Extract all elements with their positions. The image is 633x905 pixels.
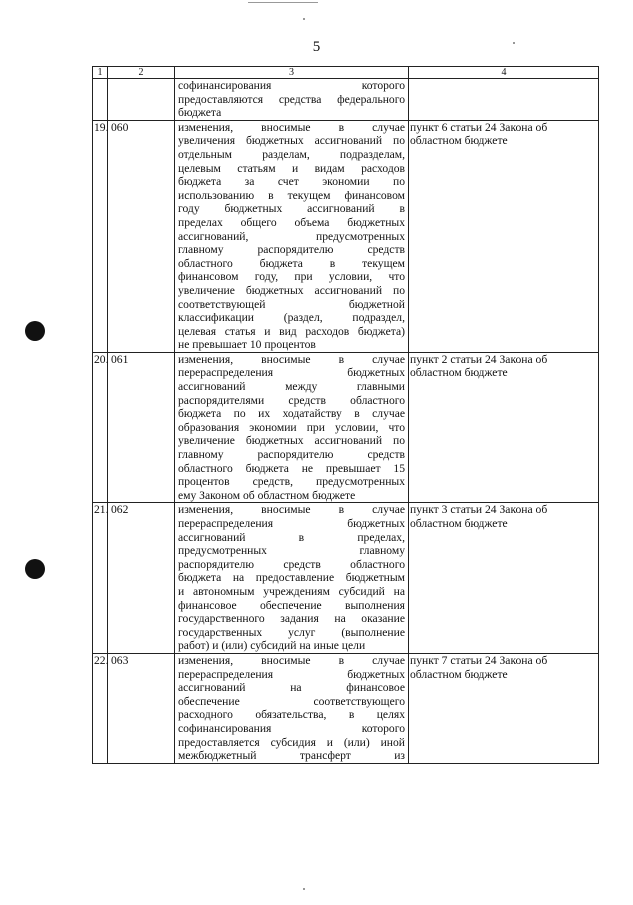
reference-line: пункт 3 статьи 24 Закона об bbox=[410, 503, 548, 517]
description-line: предусмотренных главному bbox=[178, 544, 405, 558]
reference-line: областном бюджете bbox=[410, 134, 508, 148]
description-line: перераспределения бюджетных bbox=[178, 517, 405, 530]
description-line: увеличение бюджетных ассигнований по bbox=[178, 434, 405, 448]
row-code: 063 bbox=[108, 653, 175, 763]
description-line: расходного обязательства, в целях bbox=[178, 708, 405, 722]
description-line: обеспечение соответствующего bbox=[178, 694, 405, 708]
scan-speck bbox=[303, 888, 305, 890]
row-code: 060 bbox=[108, 120, 175, 352]
table-row bbox=[93, 352, 599, 503]
table-row bbox=[93, 653, 599, 763]
table-row bbox=[93, 503, 599, 654]
row-number: 20. bbox=[93, 352, 108, 503]
description-line: распорядителю средств областного bbox=[178, 557, 405, 571]
table-body bbox=[93, 79, 599, 764]
description-line: государственного задания на оказание bbox=[178, 612, 405, 626]
description-line: увеличение бюджетных ассигнований по bbox=[178, 283, 405, 297]
row-description bbox=[175, 120, 409, 352]
description-line: ассигнований в пределах, bbox=[178, 530, 405, 544]
column-number-2: 2 bbox=[108, 67, 175, 79]
description-line: пределах общего объема бюджетных bbox=[178, 215, 405, 229]
reference-line: пункт 7 статьи 24 Закона об bbox=[410, 653, 548, 667]
description-line: областного бюджета не превышает 15 bbox=[178, 461, 405, 475]
column-number-4: 4 bbox=[409, 67, 599, 79]
table-row bbox=[93, 79, 599, 121]
table-row bbox=[93, 120, 599, 352]
scan-top-mark bbox=[248, 2, 318, 3]
row-legal-reference bbox=[409, 503, 599, 654]
reference-line: областном бюджете bbox=[410, 517, 508, 530]
description-line: бюджета по их ходатайству в случае bbox=[178, 407, 405, 421]
description-line: финансовом году, при условии, что bbox=[178, 270, 405, 284]
description-line: работ) и (или) субсидий на иные цели bbox=[178, 639, 366, 653]
reference-line: областном бюджете bbox=[410, 667, 508, 681]
description-line: бюджета за счет экономии по bbox=[178, 175, 405, 189]
description-line: перераспределения бюджетных bbox=[178, 667, 405, 681]
reference-line: пункт 2 статьи 24 Закона об bbox=[410, 352, 548, 366]
description-line: целевым статьям и видам расходов bbox=[178, 161, 405, 175]
description-line: ассигнований между главными bbox=[178, 380, 405, 394]
row-legal-reference bbox=[409, 120, 599, 352]
table-header-row bbox=[93, 67, 599, 79]
description-line: не превышает 10 процентов bbox=[178, 338, 316, 352]
description-line: и автономным учреждениям субсидий на bbox=[178, 584, 405, 598]
description-line: софинансирования которого bbox=[178, 79, 405, 92]
description-line: ассигнований, предусмотренных bbox=[178, 229, 405, 243]
description-line: межбюджетный трансферт из bbox=[178, 749, 405, 763]
description-line: году бюджетных ассигнований в bbox=[178, 202, 405, 216]
row-code: 062 bbox=[108, 503, 175, 654]
description-line: отдельным разделам, подразделам, bbox=[178, 147, 405, 161]
description-line: финансовое обеспечение выполнения bbox=[178, 598, 405, 612]
description-line: государственных услуг (выполнение bbox=[178, 625, 405, 639]
page-number: 5 bbox=[312, 39, 321, 55]
description-line: предоставляется субсидия и (или) иной bbox=[178, 735, 405, 749]
row-legal-reference bbox=[409, 79, 599, 121]
description-line: изменения, вносимые в случае bbox=[178, 653, 405, 667]
row-description bbox=[175, 352, 409, 503]
description-line: образования экономии при условии, что bbox=[178, 420, 405, 434]
row-number bbox=[93, 79, 108, 121]
row-description bbox=[175, 503, 409, 654]
regulation-table bbox=[92, 66, 599, 764]
column-number-1: 1 bbox=[93, 67, 108, 79]
row-number: 19. bbox=[93, 120, 108, 352]
description-line: ассигнований на финансовое bbox=[178, 681, 405, 695]
description-line: целевая статья и вид расходов бюджета) bbox=[178, 324, 405, 338]
row-code bbox=[108, 79, 175, 121]
punch-hole bbox=[25, 321, 45, 341]
description-line: изменения, вносимые в случае bbox=[178, 120, 405, 134]
description-line: предоставляются средства федерального bbox=[178, 92, 405, 106]
row-code: 061 bbox=[108, 352, 175, 503]
description-line: ему Законом об областном бюджете bbox=[178, 488, 356, 502]
row-description bbox=[175, 653, 409, 763]
scan-speck bbox=[513, 42, 515, 44]
description-line: главному распорядителю средств bbox=[178, 243, 405, 257]
scan-speck bbox=[303, 18, 305, 20]
punch-hole bbox=[25, 559, 45, 579]
description-line: бюджета на предоставление бюджетным bbox=[178, 571, 405, 585]
description-line: соответствующей бюджетной bbox=[178, 297, 405, 311]
reference-line: пункт 6 статьи 24 Закона об bbox=[410, 120, 548, 134]
column-number-3: 3 bbox=[175, 67, 409, 79]
description-line: процентов средств, предусмотренных bbox=[178, 475, 405, 489]
description-line: изменения, вносимые в случае bbox=[178, 352, 405, 366]
row-legal-reference bbox=[409, 352, 599, 503]
row-number: 21. bbox=[93, 503, 108, 654]
description-line: главному распорядителю средств bbox=[178, 448, 405, 462]
row-number: 22. bbox=[93, 653, 108, 763]
description-line: областного бюджета в текущем bbox=[178, 256, 405, 270]
description-line: софинансирования которого bbox=[178, 721, 405, 735]
description-line: увеличения бюджетных ассигнований по bbox=[178, 134, 405, 148]
row-description bbox=[175, 79, 409, 121]
description-line: изменения, вносимые в случае bbox=[178, 503, 405, 517]
description-line: бюджета bbox=[178, 106, 222, 120]
description-line: распорядителями средств областного bbox=[178, 393, 405, 407]
description-line: классификации (раздел, подраздел, bbox=[178, 311, 405, 325]
reference-line: областном бюджете bbox=[410, 366, 508, 380]
description-line: использованию в текущем финансовом bbox=[178, 188, 405, 202]
row-legal-reference bbox=[409, 653, 599, 763]
description-line: перераспределения бюджетных bbox=[178, 366, 405, 380]
